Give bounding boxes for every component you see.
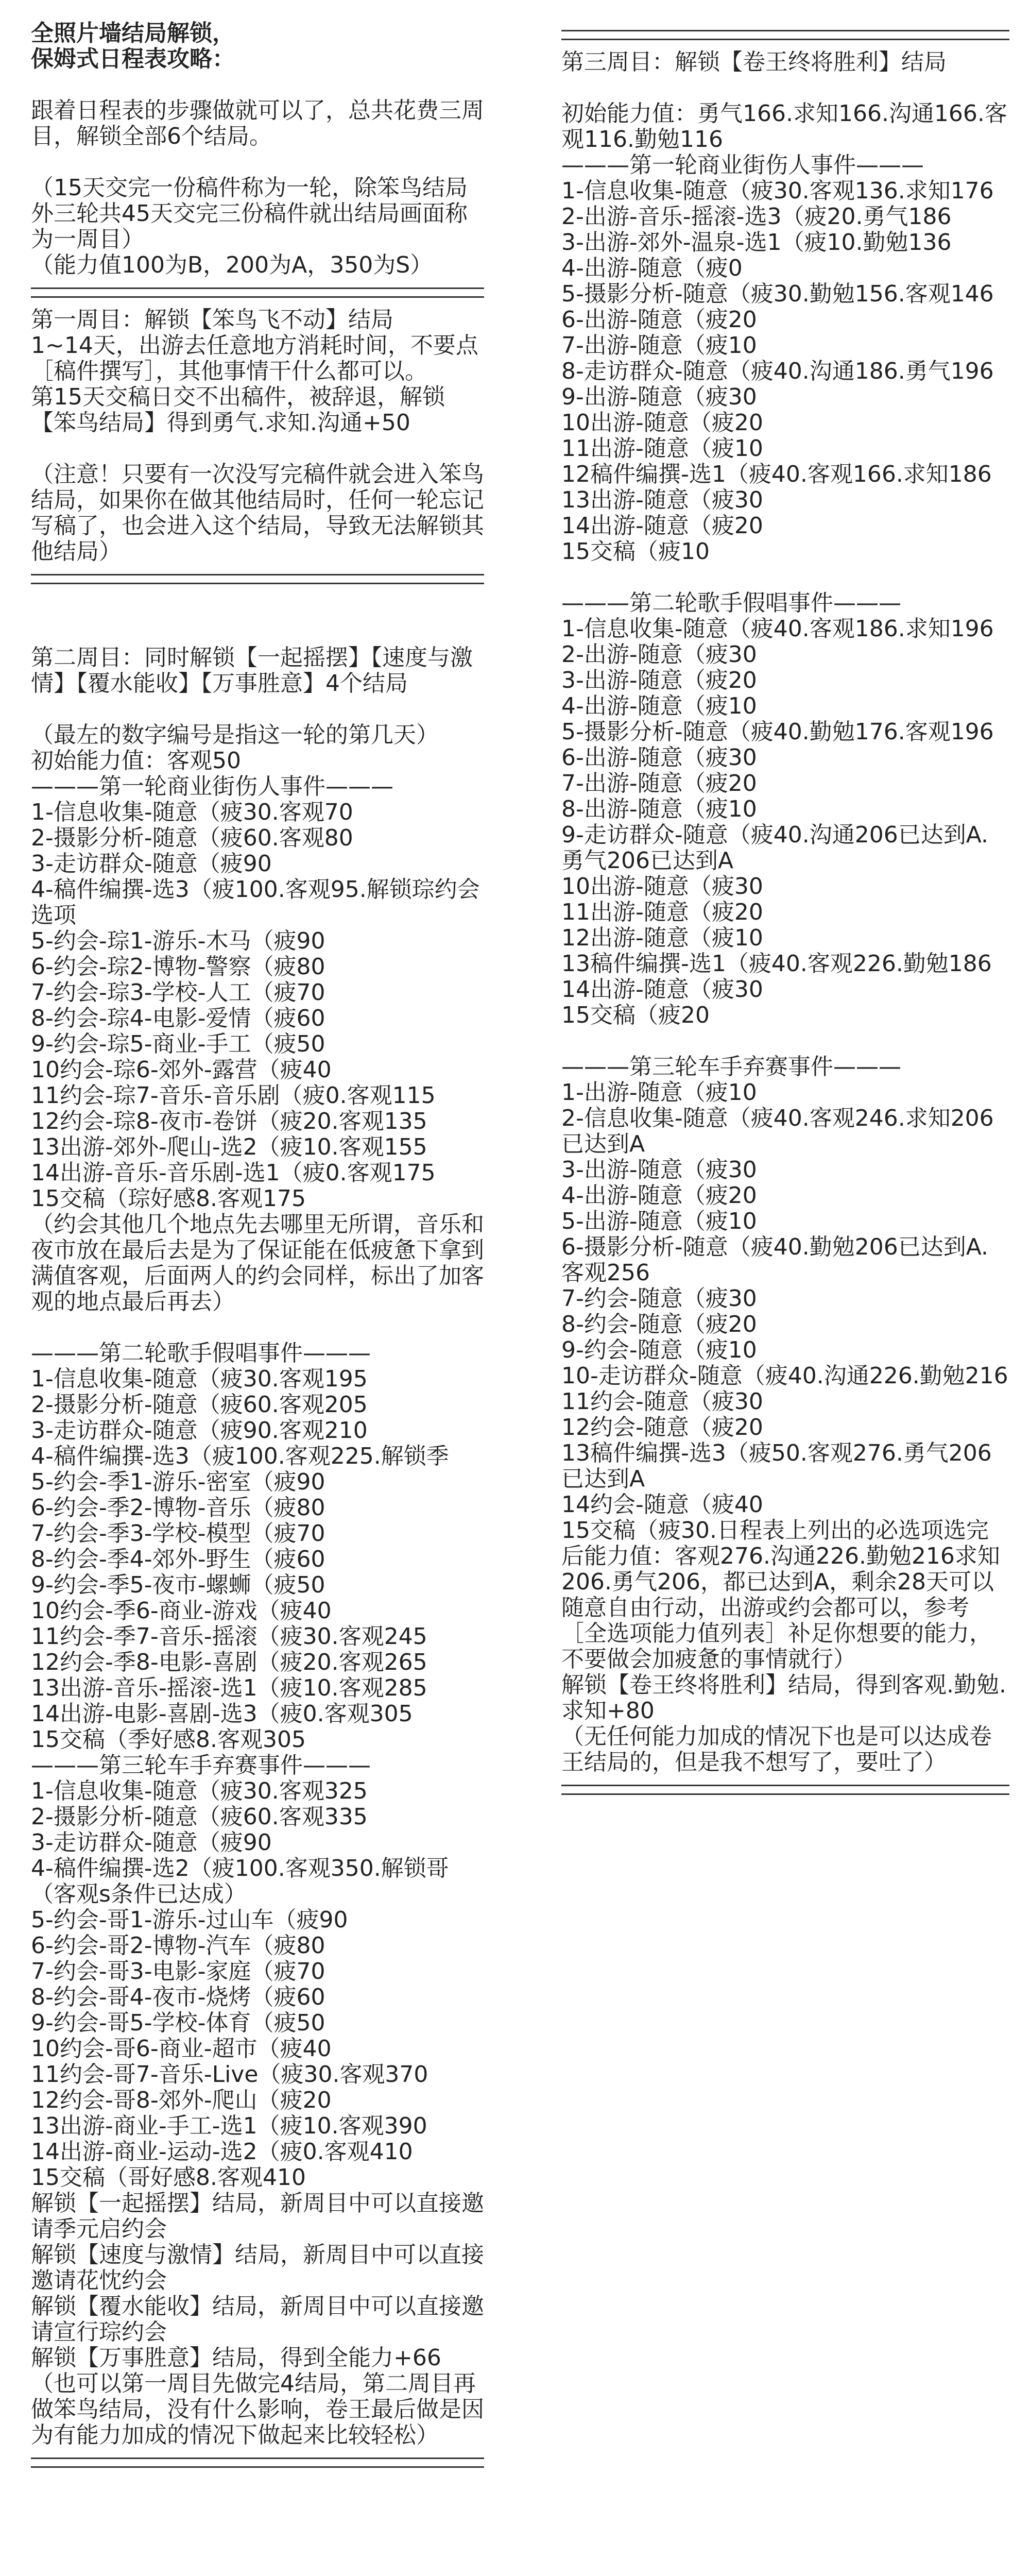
right-text-line: 13稿件编撰-选3（疲50.客观276.勇气206已达到A bbox=[561, 1440, 992, 1492]
left-text-line: 15交稿（琮好感8.客观175 bbox=[31, 1185, 306, 1212]
left-blank-line bbox=[31, 1315, 484, 1341]
right-text-line: 14出游-随意（疲20 bbox=[561, 513, 763, 539]
left-text-line: 跟着日程表的步骤做就可以了，总共花费三周目，解锁全部6个结局。 bbox=[31, 97, 484, 149]
left-blank-line bbox=[31, 149, 484, 175]
right-text-line: 5-出游-随意（疲10 bbox=[561, 1208, 757, 1234]
left-text-line: 4-稿件编撰-选3（疲100.客观225.解锁季 bbox=[31, 1443, 449, 1469]
left-text-line: 2-摄影分析-随意（疲60.客观205 bbox=[31, 1392, 368, 1418]
left-text-line: 7-约会-琮3-学校-人工（疲70 bbox=[31, 979, 325, 1006]
left-text-line: 8-约会-哥4-夜市-烧烤（疲60 bbox=[31, 1984, 325, 2010]
left-text-line: 3-走访群众-随意（疲90 bbox=[31, 1829, 272, 1856]
left-text-line: 2-摄影分析-随意（疲60.客观335 bbox=[31, 1804, 368, 1830]
right-text-line: 9-约会-随意（疲10 bbox=[561, 1337, 757, 1363]
left-text-line: 13出游-郊外-爬山-选2（疲10.客观155 bbox=[31, 1134, 427, 1160]
right-text-line: 6-出游-随意（疲30 bbox=[561, 744, 757, 771]
right-text-line: ———第二轮歌手假唱事件——— bbox=[561, 590, 901, 616]
left-text-line: 12约会-琮8-夜市-卷饼（疲20.客观135 bbox=[31, 1108, 427, 1134]
right-text-line: 3-出游-随意（疲20 bbox=[561, 667, 757, 693]
left-text-line: 11约会-琮7-音乐-音乐剧（疲0.客观115 bbox=[31, 1082, 436, 1109]
right-text-line: 8-出游-随意（疲10 bbox=[561, 796, 757, 822]
right-text-line: 7-出游-随意（疲10 bbox=[561, 332, 757, 359]
left-text-line: （也可以第一周目先做完4结局，第二周目再做笨鸟结局，没有什么影响，卷王最后做是因为有能力加成的情况下做起来比较轻松） bbox=[31, 2370, 484, 2448]
right-text-line: 15交稿（疲30.日程表上列出的必选项选完后能力值：客观276.沟通226.勤勉216求知206.勇气206，都已达到A，剩余28天可以随意自由行动，出游或约会都可以，参考［全选项能力值列表］补足你想要的能力，不要做会加疲惫的事情就行） bbox=[561, 1517, 1000, 1672]
left-text-line: 1-信息收集-随意（疲30.客观70 bbox=[31, 799, 353, 825]
left-column bbox=[31, 21, 484, 2477]
left-text-line: 1~14天，出游去任意地方消耗时间，不要点［稿件撰写］，其他事情干什么都可以。 bbox=[31, 332, 478, 384]
left-text-line: 5-约会-季1-游乐-密室（疲90 bbox=[31, 1469, 325, 1495]
left-text-line: （注意！只要有一次没写完稿件就会进入笨鸟结局，如果你在做其他结局时，任何一轮忘记写稿了，也会进入这个结局，导致无法解锁其他结局） bbox=[31, 461, 484, 565]
left-text-line: 13出游-商业-手工-选1（疲10.客观390 bbox=[31, 2113, 427, 2139]
right-separator bbox=[561, 1785, 1009, 1795]
right-text-line: 13稿件编撰-选1（疲40.客观226.勤勉186 bbox=[561, 951, 992, 977]
right-text-line: 12出游-随意（疲10 bbox=[561, 925, 763, 951]
right-text-line: 1-信息收集-随意（疲30.客观136.求知176 bbox=[561, 178, 994, 204]
left-text-line: 14出游-电影-喜剧-选3（疲0.客观305 bbox=[31, 1701, 413, 1727]
right-text-line: ———第三轮车手弃赛事件——— bbox=[561, 1054, 901, 1080]
left-text-line: 14出游-音乐-音乐剧-选1（疲0.客观175 bbox=[31, 1160, 436, 1186]
left-text-line: 8-约会-季4-郊外-野生（疲60 bbox=[31, 1546, 325, 1572]
left-text-line: 6-约会-琮2-博物-警察（疲80 bbox=[31, 954, 325, 980]
right-text-line: 8-约会-随意（疲20 bbox=[561, 1311, 757, 1337]
left-text-line: 解锁【一起摇摆】结局，新周目中可以直接邀请季元启约会 bbox=[31, 2190, 484, 2242]
left-text-line: （15天交完一份稿件称为一轮，除笨鸟结局外三轮共45天交完三份稿件就出结局画面称为一周目） bbox=[31, 175, 468, 252]
right-text-line: 3-出游-郊外-温泉-选1（疲10.勤勉136 bbox=[561, 229, 952, 256]
right-text-line: 11出游-随意（疲20 bbox=[561, 899, 763, 925]
left-text-line: 全照片墙结局解锁， bbox=[31, 20, 235, 46]
right-text-line: 7-出游-随意（疲20 bbox=[561, 770, 757, 796]
left-separator bbox=[31, 574, 484, 584]
left-text-line: 第15天交稿日交不出稿件，被辞退，解锁【笨鸟结局】得到勇气.求知.沟通+50 bbox=[31, 384, 445, 436]
left-text-line: 6-约会-季2-博物-音乐（疲80 bbox=[31, 1495, 325, 1521]
left-text-line: 8-约会-琮4-电影-爱情（疲60 bbox=[31, 1005, 325, 1031]
left-blank-line bbox=[31, 72, 484, 98]
right-text-line: 7-约会-随意（疲30 bbox=[561, 1285, 757, 1312]
right-text-line: 6-出游-随意（疲20 bbox=[561, 307, 757, 333]
right-text-line: 15交稿（疲20 bbox=[561, 1002, 710, 1028]
left-text-line: 初始能力值：客观50 bbox=[31, 748, 241, 774]
right-text-line: 4-出游-随意（疲0 bbox=[561, 255, 743, 281]
left-text-line: 4-稿件编撰-选2（疲100.客观350.解锁哥（客观s条件已达成） bbox=[31, 1855, 449, 1907]
left-text-line: 1-信息收集-随意（疲30.客观325 bbox=[31, 1778, 368, 1804]
left-text-line: 9-约会-季5-夜市-螺蛳（疲50 bbox=[31, 1572, 325, 1598]
left-text-line: 11约会-季7-音乐-摇滚（疲30.客观245 bbox=[31, 1623, 427, 1650]
left-blank-line bbox=[31, 594, 484, 619]
right-blank-line bbox=[561, 1028, 1009, 1054]
left-text-line: 2-摄影分析-随意（疲60.客观80 bbox=[31, 825, 353, 851]
left-text-line: 10约会-琮6-郊外-露营（疲40 bbox=[31, 1057, 332, 1083]
left-text-line: 15交稿（季好感8.客观305 bbox=[31, 1726, 306, 1753]
right-column bbox=[561, 21, 1009, 1804]
left-text-line: 12约会-哥8-郊外-爬山（疲20 bbox=[31, 2087, 332, 2113]
left-text-line: 6-约会-哥2-博物-汽车（疲80 bbox=[31, 1933, 325, 1959]
right-text-line: 3-出游-随意（疲30 bbox=[561, 1157, 757, 1183]
right-text-line: 12约会-随意（疲20 bbox=[561, 1414, 763, 1440]
right-text-line: ———第一轮商业街伤人事件——— bbox=[561, 152, 924, 178]
left-text-line: （最左的数字编号是指这一轮的第几天） bbox=[31, 722, 439, 748]
left-text-line: 5-约会-琮1-游乐-木马（疲90 bbox=[31, 928, 325, 954]
left-text-line: ———第三轮车手弃赛事件——— bbox=[31, 1752, 371, 1778]
left-separator bbox=[31, 2458, 484, 2468]
left-text-line: （约会其他几个地点先去哪里无所谓，音乐和夜市放在最后去是为了保证能在低疲惫下拿到满值客观，后面两人的约会同样，标出了加客观的地点最后再去） bbox=[31, 1211, 484, 1315]
left-text-line: 第一周目：解锁【笨鸟飞不动】结局 bbox=[31, 307, 393, 333]
left-text-line: 11约会-哥7-音乐-Live（疲30.客观370 bbox=[31, 2061, 428, 2088]
right-blank-line bbox=[561, 75, 1009, 101]
left-text-line: 10约会-哥6-商业-超市（疲40 bbox=[31, 2036, 332, 2062]
right-text-line: 11约会-随意（疲30 bbox=[561, 1388, 763, 1415]
right-text-line: 4-出游-随意（疲10 bbox=[561, 693, 757, 719]
right-text-line: 5-摄影分析-随意（疲40.勤勉176.客观196 bbox=[561, 719, 994, 745]
right-separator bbox=[561, 30, 1009, 40]
right-text-line: 9-走访群众-随意（疲40.沟通206已达到A.勇气206已达到A bbox=[561, 822, 989, 874]
right-text-line: 8-走访群众-随意（疲40.沟通186.勇气196 bbox=[561, 358, 994, 384]
left-text-line: 4-稿件编撰-选3（疲100.客观95.解锁琮约会选项 bbox=[31, 876, 480, 928]
left-text-line: 13出游-音乐-摇滚-选1（疲10.客观285 bbox=[31, 1675, 427, 1701]
right-text-line: 1-出游-随意（疲10 bbox=[561, 1079, 757, 1106]
right-text-line: 10出游-随意（疲30 bbox=[561, 873, 763, 900]
left-text-line: 15交稿（哥好感8.客观410 bbox=[31, 2164, 306, 2191]
left-text-line: ———第二轮歌手假唱事件——— bbox=[31, 1340, 371, 1366]
right-text-line: 14约会-随意（疲40 bbox=[561, 1492, 763, 1518]
right-text-line: 2-出游-音乐-摇滚-选3（疲20.勇气186 bbox=[561, 204, 952, 230]
left-text-line: 3-走访群众-随意（疲90 bbox=[31, 851, 272, 877]
left-text-line: 1-信息收集-随意（疲30.客观195 bbox=[31, 1366, 368, 1392]
left-separator bbox=[31, 287, 484, 298]
right-text-line: 2-出游-随意（疲30 bbox=[561, 641, 757, 668]
right-text-line: 15交稿（疲10 bbox=[561, 538, 710, 565]
right-text-line: 10出游-随意（疲20 bbox=[561, 410, 763, 436]
right-text-line: 第三周目：解锁【卷王终将胜利】结局 bbox=[561, 49, 947, 75]
left-text-line: 7-约会-季3-学校-模型（疲70 bbox=[31, 1520, 325, 1547]
right-text-line: 14出游-随意（疲30 bbox=[561, 976, 763, 1003]
left-text-line: 14出游-商业-运动-选2（疲0.客观410 bbox=[31, 2139, 413, 2165]
left-blank-line bbox=[31, 436, 484, 462]
right-text-line: 1-信息收集-随意（疲40.客观186.求知196 bbox=[561, 616, 994, 642]
right-text-line: 13出游-随意（疲30 bbox=[561, 487, 763, 513]
left-text-line: 7-约会-哥3-电影-家庭（疲70 bbox=[31, 1958, 325, 1985]
left-text-line: 3-走访群众-随意（疲90.客观210 bbox=[31, 1417, 368, 1444]
left-text-line: 9-约会-哥5-学校-体育（疲50 bbox=[31, 2010, 325, 2036]
left-text-line: 10约会-季6-商业-游戏（疲40 bbox=[31, 1598, 332, 1624]
left-text-line: 解锁【万事胜意】结局，得到全能力+66 bbox=[31, 2345, 441, 2371]
left-text-line: 5-约会-哥1-游乐-过山车（疲90 bbox=[31, 1907, 348, 1933]
left-text-line: 解锁【速度与激情】结局，新周目中可以直接邀请花忱约会 bbox=[31, 2242, 484, 2294]
left-text-line: 第二周目：同时解锁【一起摇摆】【速度与激情】【覆水能收】【万事胜意】4个结局 bbox=[31, 645, 473, 697]
right-text-line: 4-出游-随意（疲20 bbox=[561, 1182, 757, 1209]
right-text-line: （无任何能力加成的情况下也是可以达成卷王结局的，但是我不想写了，要吐了） bbox=[561, 1723, 992, 1775]
right-text-line: 9-出游-随意（疲30 bbox=[561, 384, 757, 410]
left-blank-line bbox=[31, 619, 484, 645]
right-text-line: 6-摄影分析-随意（疲40.勤勉206已达到A.客观256 bbox=[561, 1234, 989, 1286]
left-blank-line bbox=[31, 697, 484, 722]
right-blank-line bbox=[561, 565, 1009, 590]
right-text-line: 5-摄影分析-随意（疲30.勤勉156.客观146 bbox=[561, 281, 994, 307]
right-text-line: 初始能力值：勇气166.求知166.沟通166.客观116.勤勉116 bbox=[561, 100, 1007, 152]
right-text-line: 11出游-随意（疲10 bbox=[561, 435, 763, 462]
right-text-line: 10-走访群众-随意（疲40.沟通226.勤勉216 bbox=[561, 1363, 1008, 1389]
left-text-line: 解锁【覆水能收】结局，新周目中可以直接邀请宣行琮约会 bbox=[31, 2293, 484, 2345]
right-text-line: 解锁【卷王终将胜利】结局，得到客观.勤勉.求知+80 bbox=[561, 1672, 1006, 1724]
left-text-line: （能力值100为B，200为A，350为S） bbox=[31, 252, 433, 278]
left-text-line: 12约会-季8-电影-喜剧（疲20.客观265 bbox=[31, 1649, 427, 1675]
right-text-line: 12稿件编撰-选1（疲40.客观166.求知186 bbox=[561, 461, 992, 487]
left-text-line: 保姆式日程表攻略： bbox=[31, 46, 235, 72]
left-text-line: ———第一轮商业街伤人事件——— bbox=[31, 773, 393, 800]
left-text-line: 9-约会-琮5-商业-手工（疲50 bbox=[31, 1031, 325, 1057]
right-text-line: 2-信息收集-随意（疲40.客观246.求知206已达到A bbox=[561, 1105, 994, 1157]
